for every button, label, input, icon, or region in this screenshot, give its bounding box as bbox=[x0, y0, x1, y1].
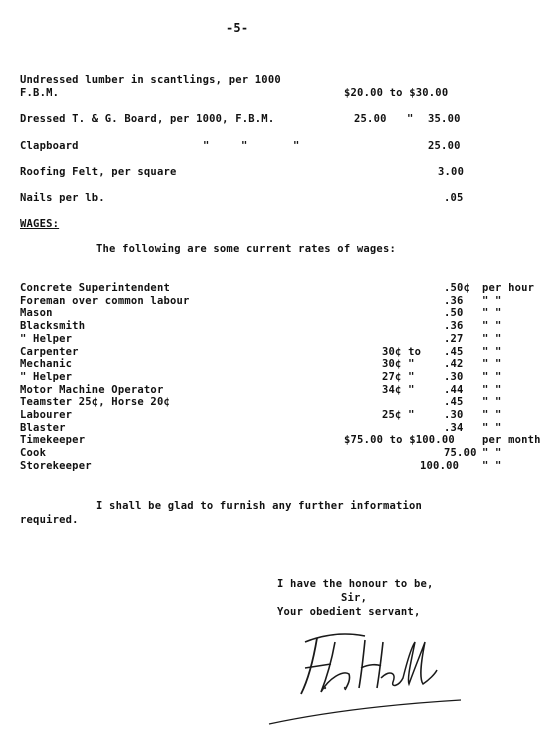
wages-heading: WAGES: bbox=[20, 218, 60, 230]
ditto-mark: " bbox=[241, 140, 248, 152]
wage-unit: " " bbox=[482, 383, 502, 396]
wage-unit: " " bbox=[482, 320, 502, 333]
wage-label: Storekeeper bbox=[20, 459, 92, 472]
wage-unit: per hour bbox=[482, 282, 535, 294]
ditto-mark: " bbox=[407, 113, 414, 125]
wage-label: Blacksmith bbox=[20, 320, 86, 333]
wage-rate: .30 bbox=[444, 370, 464, 383]
wage-range-start: 25¢ " bbox=[382, 409, 415, 421]
wage-rate: 75.00 bbox=[444, 447, 477, 460]
wage-rate: .30 bbox=[444, 409, 464, 421]
wage-unit: " " bbox=[482, 370, 502, 383]
signoff-line: I have the honour to be, bbox=[277, 578, 434, 590]
material-label: Nails per lb. bbox=[20, 192, 105, 204]
wage-label: Mechanic bbox=[20, 358, 73, 371]
wage-rate: .45 bbox=[444, 396, 464, 409]
wage-range-start: 30¢ to bbox=[382, 345, 422, 358]
wage-label: Timekeeper bbox=[20, 434, 86, 447]
wage-rate: 100.00 bbox=[420, 459, 460, 472]
wage-rate: .50¢ bbox=[444, 282, 471, 294]
signature bbox=[265, 612, 465, 732]
wage-unit: " " bbox=[482, 307, 502, 320]
wage-unit: " " bbox=[482, 409, 502, 421]
material-label-cont: F.B.M. bbox=[20, 87, 60, 99]
ditto-mark: " bbox=[203, 140, 210, 152]
wage-unit: " " bbox=[482, 421, 502, 434]
ditto-mark: " bbox=[293, 140, 300, 152]
wage-range-start: 27¢ " bbox=[382, 370, 415, 383]
material-price: 3.00 bbox=[438, 166, 465, 178]
material-label: Roofing Felt, per square bbox=[20, 166, 177, 178]
material-label: Clapboard bbox=[20, 140, 79, 152]
wage-unit: " " bbox=[482, 447, 502, 460]
wage-unit: " " bbox=[482, 459, 502, 472]
material-price-low: 25.00 bbox=[354, 113, 387, 125]
wage-range-start: 30¢ " bbox=[382, 358, 415, 371]
signoff-salutation: Sir, bbox=[341, 592, 368, 604]
wage-label: " Helper bbox=[20, 332, 73, 345]
wage-unit: " " bbox=[482, 345, 502, 358]
closing-text: I shall be glad to furnish any further information bbox=[96, 500, 423, 512]
wage-label: Carpenter bbox=[20, 345, 79, 358]
wage-range-start: $75.00 to $100.00 bbox=[344, 434, 455, 447]
material-price-high: 35.00 bbox=[428, 113, 461, 125]
material-label: Dressed T. & G. Board, per 1000, F.B.M. bbox=[20, 113, 275, 125]
wage-unit: per month bbox=[482, 434, 541, 447]
wage-rate: .34 bbox=[444, 421, 464, 434]
wage-label: Mason bbox=[20, 307, 53, 320]
wage-rate: .42 bbox=[444, 358, 464, 371]
page-number: -5- bbox=[226, 21, 249, 35]
wage-rate: .36 bbox=[444, 294, 464, 307]
wage-unit: " " bbox=[482, 396, 502, 409]
wage-rate: .50 bbox=[444, 307, 464, 320]
wage-unit: " " bbox=[482, 358, 502, 371]
wage-label: Labourer bbox=[20, 409, 73, 421]
wage-range-start: 34¢ " bbox=[382, 383, 415, 396]
wage-label: " Helper bbox=[20, 370, 73, 383]
wage-unit: " " bbox=[482, 332, 502, 345]
wage-rate: .27 bbox=[444, 332, 464, 345]
wage-label: Cook bbox=[20, 447, 47, 460]
material-label: Undressed lumber in scantlings, per 1000 bbox=[20, 74, 281, 86]
wage-label: Foreman over common labour bbox=[20, 294, 190, 307]
wages-intro: The following are some current rates of wages: bbox=[96, 243, 396, 255]
wage-label: Motor Machine Operator bbox=[20, 383, 164, 396]
closing-text-cont: required. bbox=[20, 514, 79, 526]
material-price: .05 bbox=[444, 192, 464, 204]
wage-rate: .36 bbox=[444, 320, 464, 333]
wage-unit: " " bbox=[482, 294, 502, 307]
wage-rate: .45 bbox=[444, 345, 464, 358]
wage-label: Concrete Superintendent bbox=[20, 282, 170, 294]
wage-label: Blaster bbox=[20, 421, 66, 434]
material-price: $20.00 to $30.00 bbox=[344, 87, 449, 99]
wage-label: Teamster 25¢, Horse 20¢ bbox=[20, 396, 170, 409]
wage-rate: .44 bbox=[444, 383, 464, 396]
material-price: 25.00 bbox=[428, 140, 461, 152]
signoff-line: Your obedient servant, bbox=[277, 606, 421, 618]
